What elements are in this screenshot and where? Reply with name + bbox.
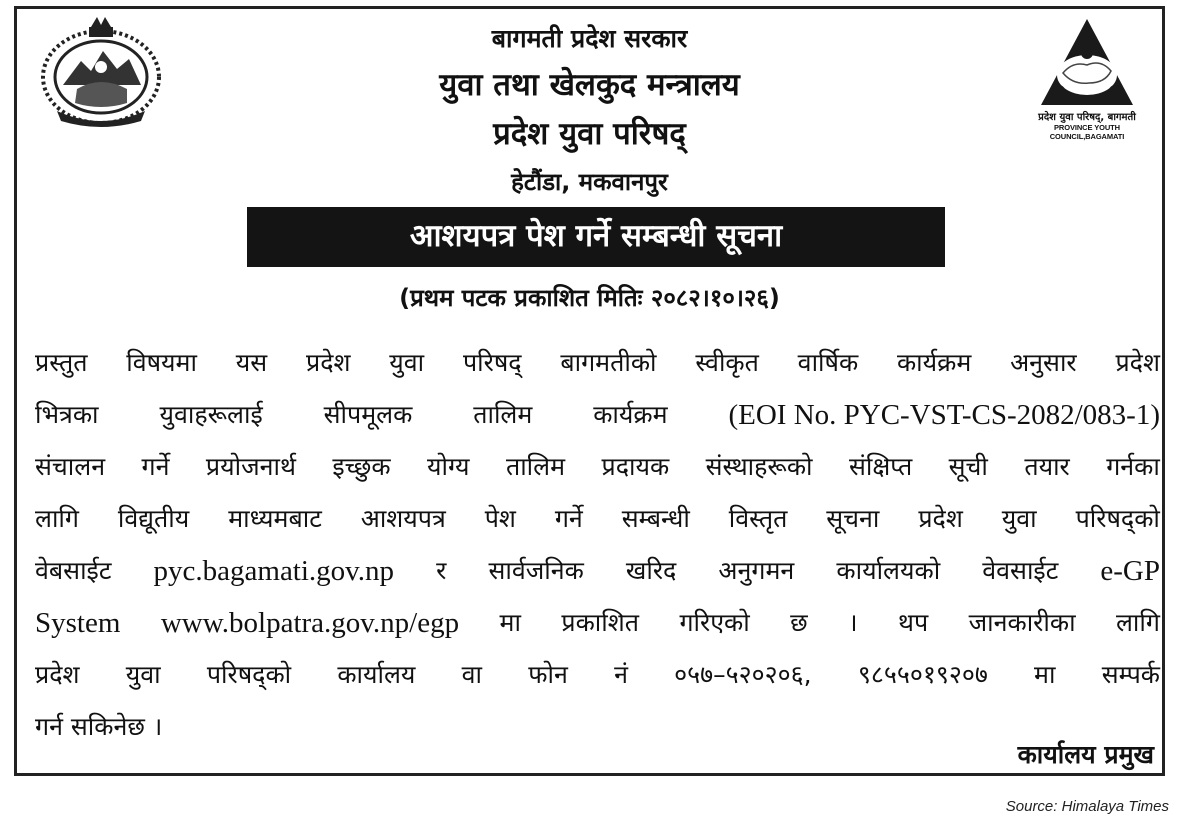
- body-line: [35, 339, 1160, 391]
- body-word: छ: [790, 608, 808, 637]
- council-title: प्रदेश युवा परिषद्: [493, 116, 686, 152]
- location-text: हेटौंडा, मकवानपुर: [511, 168, 668, 196]
- body-word: कार्यक्रम: [593, 400, 668, 429]
- body-word: ०५७–५२०२०६,: [674, 660, 812, 689]
- body-line: [35, 443, 1160, 495]
- body-word: माध्यमबाट: [228, 504, 322, 533]
- body-word: वेवसाईट: [982, 556, 1059, 585]
- body-word: सम्बन्धी: [621, 504, 690, 533]
- body-word: वा: [461, 660, 483, 689]
- body-word: e-GP: [1100, 555, 1160, 587]
- publication-date: (प्रथम पटक प्रकाशित मितिः २०८२।१०।२६): [399, 284, 780, 312]
- body-line: [35, 703, 1160, 755]
- government-title: बागमती प्रदेश सरकार: [491, 24, 688, 53]
- body-word: अनुसार: [1010, 348, 1077, 377]
- body-word: pyc.bagamati.gov.np: [153, 555, 395, 587]
- notice-frame: [14, 6, 1165, 776]
- source-credit: Source: Himalaya Times: [1005, 798, 1169, 815]
- body-word: नं: [614, 660, 628, 689]
- signature: कार्यालय प्रमुख: [1017, 740, 1154, 769]
- body-word: योग्य: [427, 452, 470, 481]
- body-word: कार्यक्रम: [896, 348, 972, 377]
- notice-body: [35, 339, 1160, 755]
- body-line: [35, 391, 1160, 443]
- body-word: लागि: [1115, 608, 1160, 637]
- body-word: तालिम: [505, 452, 566, 481]
- body-word: गर्ने: [554, 504, 583, 533]
- body-word: भित्रका: [35, 400, 99, 429]
- body-word: कार्यालय: [337, 660, 416, 689]
- logo-name-en: PROVINCE YOUTH COUNCIL,BAGAMATI: [1049, 123, 1125, 141]
- body-word: युवाहरूलाई: [159, 400, 263, 429]
- body-word: परिषद्को: [206, 660, 292, 689]
- body-word: अनुगमन: [718, 556, 795, 585]
- body-word: ९८५५०१९२०७: [857, 660, 988, 689]
- body-word: विद्यूतीय: [117, 504, 190, 533]
- body-word: सार्वजनिक: [488, 556, 584, 585]
- body-word: संचालन: [35, 452, 106, 481]
- body-word: (EOI No. PYC-VST-CS-2082/083-1): [728, 399, 1160, 431]
- notice-title-banner: आशयपत्र पेश गर्ने सम्बन्धी सूचना: [247, 207, 945, 267]
- body-line: [35, 547, 1160, 599]
- body-word: इच्छुक: [332, 452, 391, 481]
- body-word: मा: [1034, 660, 1056, 689]
- body-word: तयार: [1024, 452, 1070, 481]
- body-word: युवा: [125, 660, 161, 689]
- body-word: ।: [848, 608, 858, 637]
- body-word: प्रयोजनार्थ: [205, 452, 296, 481]
- body-word: गर्न सकिनेछ ।: [35, 712, 163, 741]
- body-word: प्रदेश: [305, 348, 351, 377]
- body-word: वेबसाईट: [35, 556, 112, 585]
- body-line: [35, 651, 1160, 703]
- body-word: युवा: [389, 348, 425, 377]
- body-word: विषयमा: [126, 348, 197, 377]
- body-word: खरिद: [625, 556, 677, 585]
- body-word: गर्ने: [141, 452, 170, 481]
- body-word: फोन: [528, 660, 568, 689]
- body-word: स्वीकृत: [695, 348, 759, 377]
- body-word: प्रकाशित: [561, 608, 640, 637]
- body-word: परिषद्: [462, 348, 522, 377]
- body-word: सूचना: [826, 504, 880, 533]
- logo-name-np: प्रदेश युवा परिषद्, बागमती: [1038, 112, 1136, 123]
- body-word: तालिम: [473, 400, 533, 429]
- body-word: प्रदायक: [601, 452, 670, 481]
- body-word: प्रदेश: [918, 504, 963, 533]
- body-word: प्रदेश: [35, 660, 80, 689]
- body-word: गरिएको: [679, 608, 750, 637]
- body-word: सूची: [948, 452, 988, 481]
- body-word: संक्षिप्त: [848, 452, 913, 481]
- body-word: र: [436, 556, 447, 585]
- body-word: परिषद्को: [1075, 504, 1160, 533]
- body-word: यस: [235, 348, 268, 377]
- ministry-title: युवा तथा खेलकुद मन्त्रालय: [439, 67, 740, 103]
- body-word: लागि: [35, 504, 79, 533]
- body-word: जानकारीका: [968, 608, 1076, 637]
- body-word: System: [35, 607, 121, 639]
- body-word: विस्तृत: [728, 504, 788, 533]
- body-line: [35, 495, 1160, 547]
- body-word: पेश: [484, 504, 516, 533]
- body-word: थप: [898, 608, 929, 637]
- body-word: www.bolpatra.gov.np/egp: [160, 607, 460, 639]
- body-line: [35, 599, 1160, 651]
- body-word: सीपमूलक: [323, 400, 413, 429]
- body-word: युवा: [1001, 504, 1037, 533]
- body-word: सम्पर्क: [1101, 660, 1160, 689]
- body-word: प्रस्तुत: [35, 348, 88, 377]
- body-word: संस्थाहरूको: [705, 452, 813, 481]
- body-word: आशयपत्र: [360, 504, 446, 533]
- body-word: प्रदेश: [1115, 348, 1160, 377]
- body-word: मा: [499, 608, 521, 637]
- body-word: कार्यालयको: [836, 556, 941, 585]
- body-word: वार्षिक: [797, 348, 859, 377]
- body-word: गर्नका: [1106, 452, 1160, 481]
- body-word: बागमतीको: [560, 348, 657, 377]
